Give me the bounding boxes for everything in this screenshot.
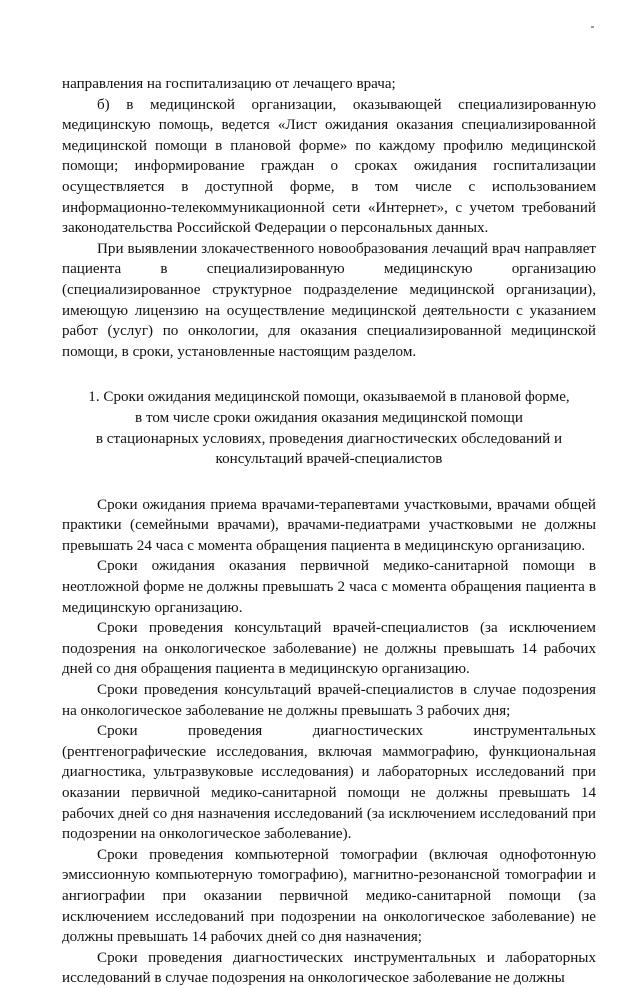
section-paragraph-3: Сроки проведения консультаций врачей-специалистов (за исключением подозрения на онкологическое заболевание) не должны превышать 14 рабочих дней со дня обращения пациента в медицинскую организацию. (62, 620, 596, 678)
section-heading-line: консультаций врачей-специалистов (215, 451, 443, 468)
section-paragraph-6: Сроки проведения компьютерной томографии (включая однофотонную эмиссионную компьютерную томографию), магнитно-резонансной томографии и ангиографии при оказании первичной медико-санитарной помощи (за исключением исследований при подозрении на онкологическое заболевание) не должны превышать 14 рабочих дней со дня назначения; (62, 846, 596, 946)
section-paragraph-2: Сроки ожидания оказания первичной медико-санитарной помощи в неотложной форме не должны превышать 2 часа с момента обращения пациента в медицинскую организацию. (62, 558, 596, 616)
section-paragraph-5: Сроки проведения диагностических инструментальных (рентгенографические исследования, включая маммографию, функциональная диагностика, ультразвуковые исследования) и лабораторных исследований при оказании первичной медико-санитарной помощи не должны превышать 14 рабочих дней со дня назначения исследований (за исключением исследований при подозрении на онкологическое заболевание). (62, 723, 596, 843)
section-heading-line: 1. Сроки ожидания медицинской помощи, оказываемой в плановой форме, (88, 389, 570, 406)
intro-paragraph-3: При выявлении злокачественного новообразования лечащий врач направляет пациента в специализированную медицинскую организацию (специализированное структурное подразделение медицинской организации), имеющую лицензию на осуществление медицинской деятельности с указанием работ (услуг) по онкологии, для оказания специализированной медицинской помощи, в сроки, установленные настоящим разделом. (62, 240, 596, 360)
document-body (62, 74, 596, 989)
intro-paragraph-2: б) в медицинской организации, оказывающей специализированную медицинскую помощь, ведется «Лист ожидания оказания специализированной медицинской помощи в плановой форме» по каждому профилю медицинской помощи; информирование граждан о сроках ожидания госпитализации осуществляется в доступной форме, в том числе с использованием информационно-телекоммуникационной сети «Интернет», с учетом требований законодательства Российской Федерации о персональных данных. (62, 96, 596, 237)
section-paragraph-7: Сроки проведения диагностических инструментальных и лабораторных исследований в случае подозрения на онкологическое заболевание не должны (62, 949, 596, 987)
scan-mark (591, 26, 594, 28)
section-paragraph-1: Сроки ожидания приема врачами-терапевтами участковыми, врачами общей практики (семейными врачами), врачами-педиатрами участковыми не должны превышать 24 часа с момента обращения пациента в медицинскую организацию. (62, 496, 596, 554)
section-paragraph-4: Сроки проведения консультаций врачей-специалистов в случае подозрения на онкологическое заболевание не должны превышать 3 рабочих дня; (62, 682, 596, 719)
section-heading-line: в стационарных условиях, проведения диагностических обследований и (95, 430, 563, 447)
section-heading-line: в том числе сроки ожидания оказания медицинской помощи (135, 409, 523, 426)
intro-paragraph-1: направления на госпитализацию от лечащего врача; (62, 76, 396, 92)
section-heading (62, 387, 596, 469)
